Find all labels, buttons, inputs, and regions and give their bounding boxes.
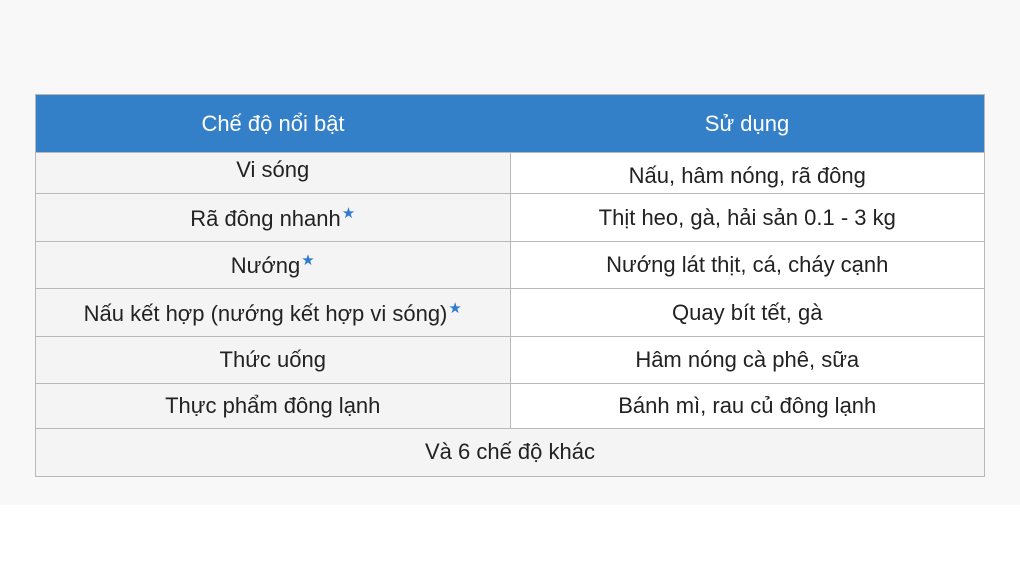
- mode-cell: [36, 337, 510, 384]
- use-cell: Quay bít tết, gà: [510, 289, 984, 337]
- footer-row: [36, 429, 984, 476]
- table-row: [36, 194, 984, 242]
- use-cell: Hâm nóng cà phê, sữa: [510, 337, 984, 384]
- mode-label: Vi sóng: [236, 157, 310, 182]
- footer-cell: Và 6 chế độ khác: [36, 429, 984, 476]
- mode-cell: [36, 153, 510, 194]
- use-cell: Nướng lát thịt, cá, cháy cạnh: [510, 242, 984, 289]
- header-use: Sử dụng: [510, 95, 984, 153]
- mode-label: Nấu kết hợp (nướng kết hợp vi sóng): [83, 300, 448, 326]
- mode-label: Thức uống: [219, 347, 326, 372]
- header-row: [36, 95, 984, 153]
- mode-label: Rã đông nhanh: [190, 205, 341, 231]
- table-row: [36, 384, 984, 429]
- features-table-grid: [36, 95, 984, 476]
- table-row: [36, 153, 984, 194]
- mode-cell: [36, 242, 510, 289]
- header-mode: Chế độ nổi bật: [36, 95, 510, 153]
- table-row: [36, 242, 984, 289]
- use-cell: Nấu, hâm nóng, rã đông: [510, 153, 984, 194]
- mode-cell: [36, 289, 510, 337]
- table-row: [36, 289, 984, 337]
- use-cell: Bánh mì, rau củ đông lạnh: [510, 384, 984, 429]
- mode-cell: [36, 194, 510, 242]
- star-icon: ★: [341, 204, 356, 222]
- use-cell: Thịt heo, gà, hải sản 0.1 - 3 kg: [510, 194, 984, 242]
- mode-label: Nướng: [230, 253, 301, 278]
- features-table: [35, 94, 985, 477]
- star-icon: ★: [301, 252, 315, 269]
- mode-label: Thực phẩm đông lạnh: [165, 393, 381, 418]
- mode-cell: [36, 384, 510, 429]
- star-icon: ★: [448, 299, 462, 317]
- table-row: [36, 337, 984, 384]
